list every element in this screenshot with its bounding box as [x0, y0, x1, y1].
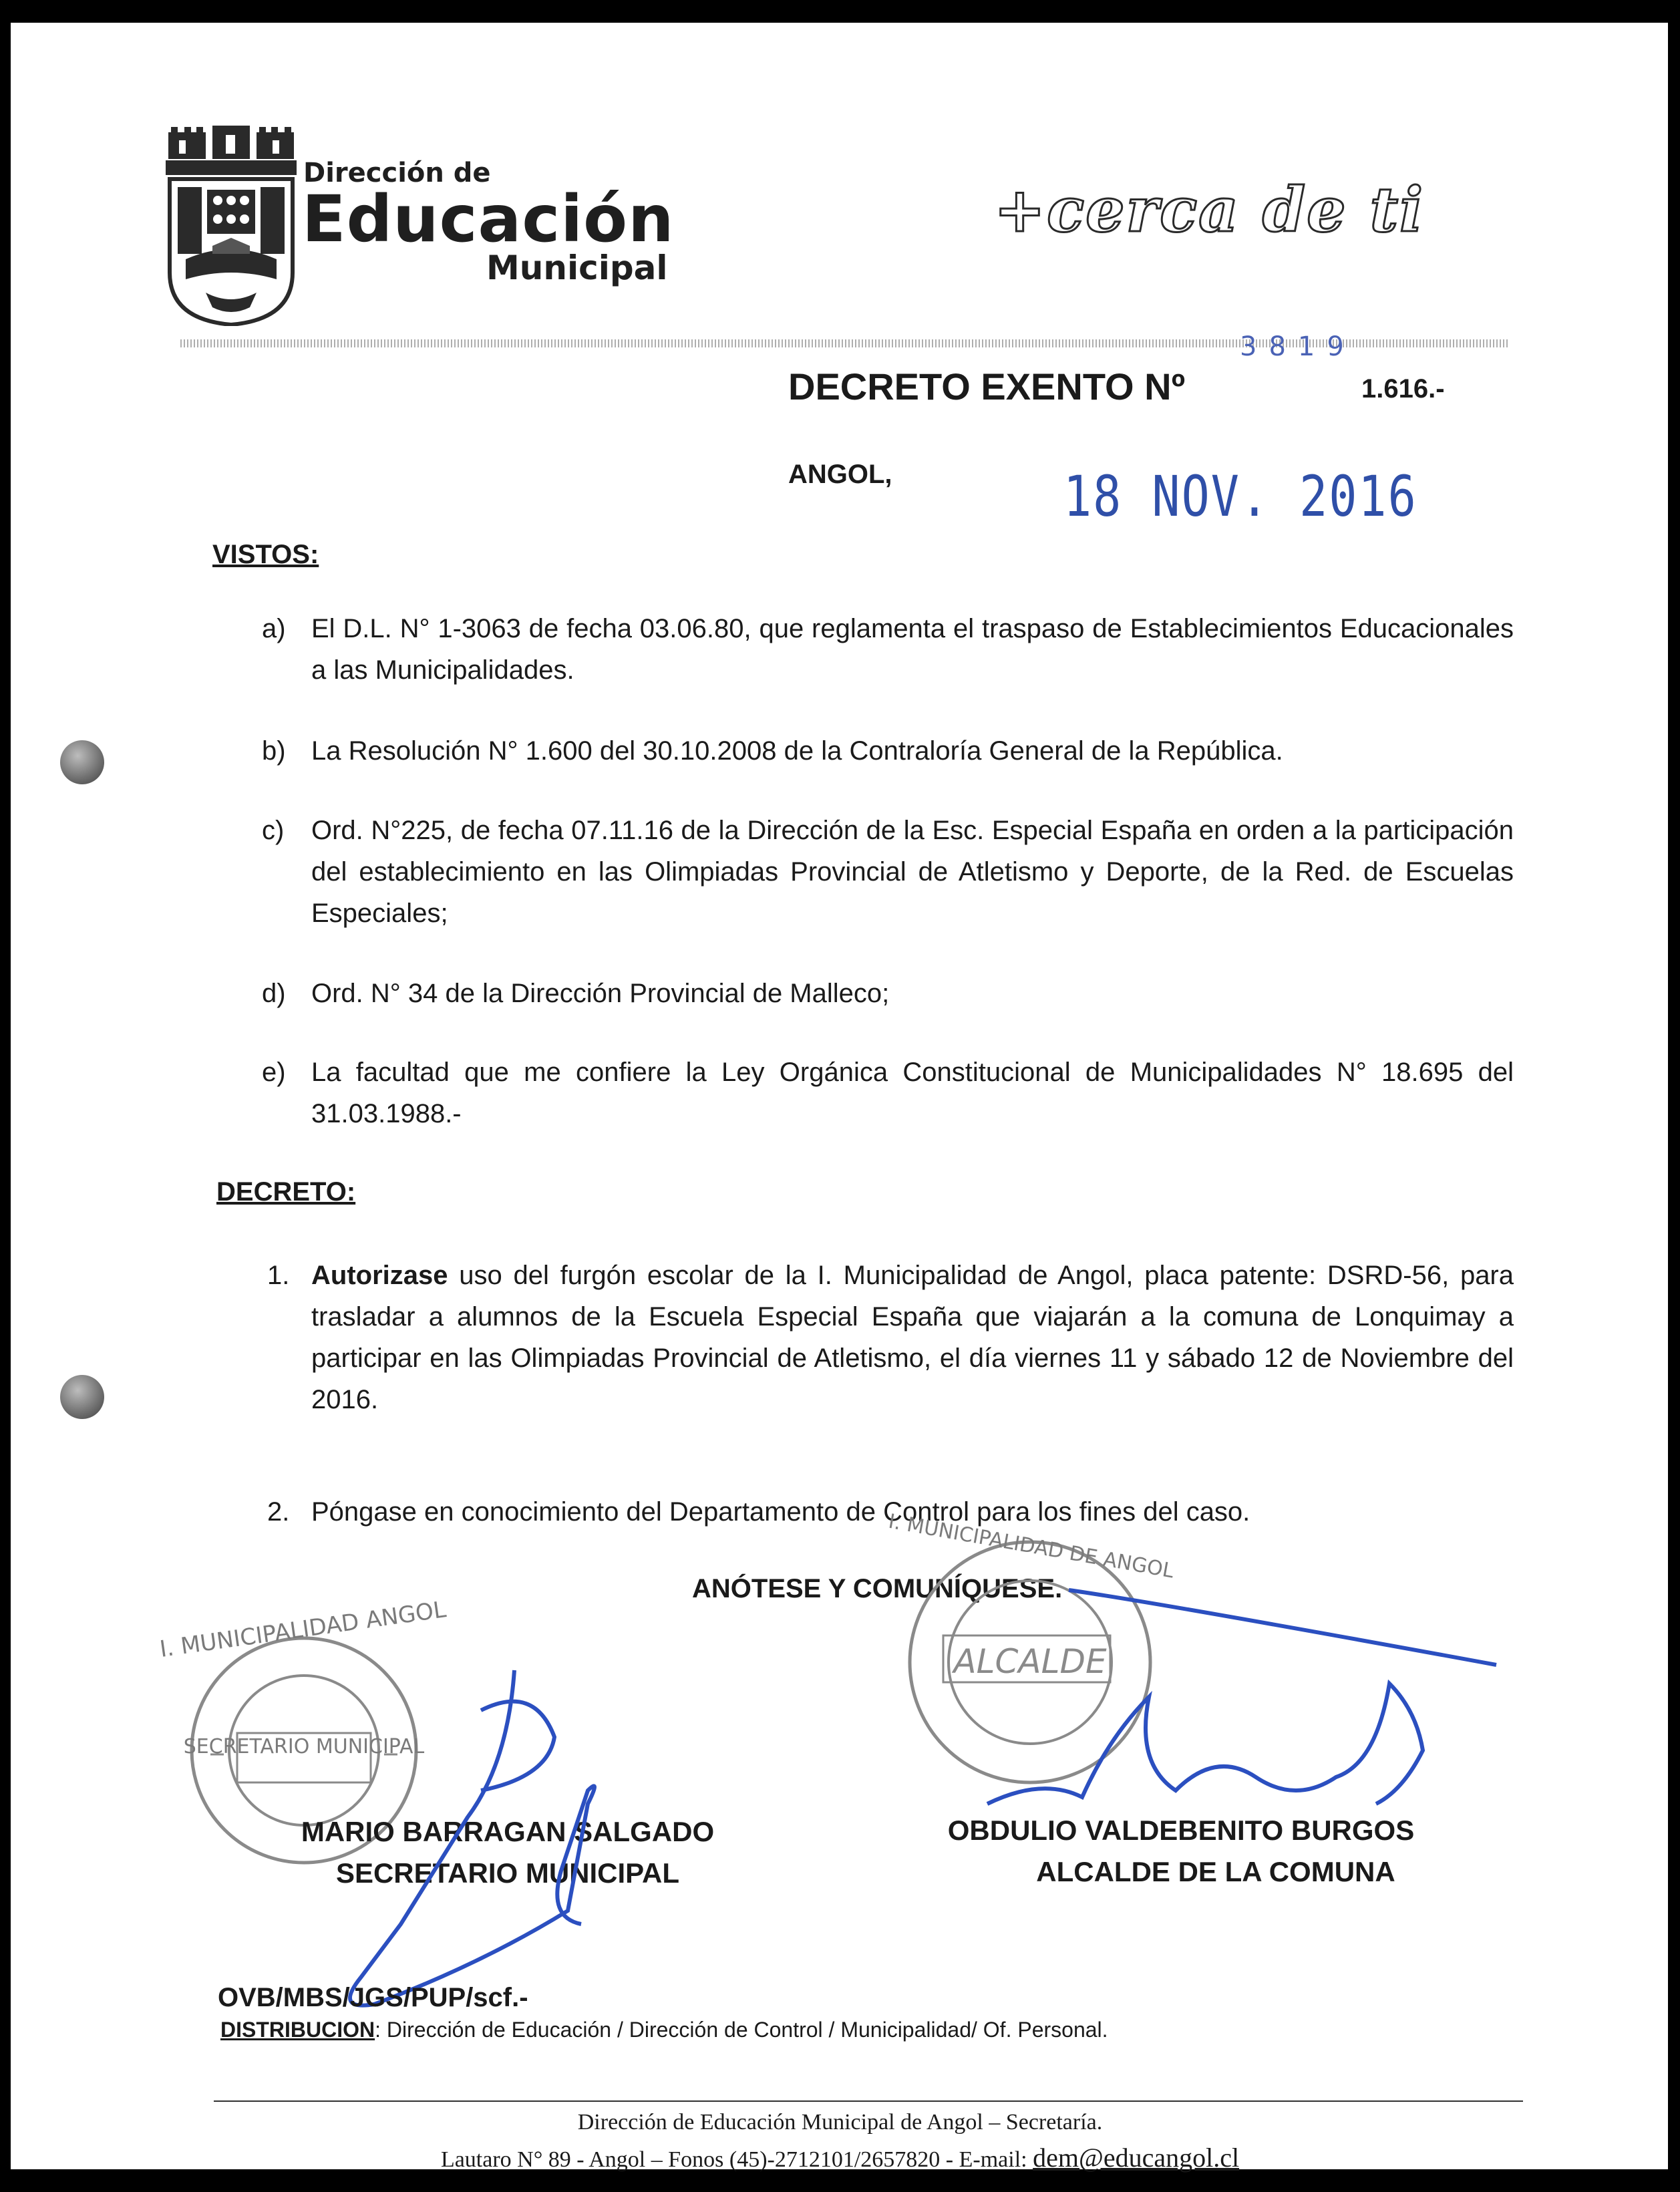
vistos-item-c — [262, 810, 1514, 934]
decreto-item-1 — [267, 1255, 1514, 1420]
hole-punch — [60, 740, 104, 784]
item-marker: 1. — [267, 1261, 290, 1290]
item-marker: d) — [262, 979, 286, 1008]
item-body: uso del furgón escolar de la I. Municipalidad de Angol, placa patente: DSRD-56, para trasladar a alumnos de la Escuela Especial España que viajarán a la comuna de Lonquimay a participar en las Olimpiadas Provincial de Atletismo, el día viernes 11 y sábado 12 de Noviembre del 2016. — [311, 1261, 1514, 1414]
mayor-stamp-center: ALCALDE — [953, 1642, 1107, 1681]
item-text: La facultad que me confiere la Ley Orgánica Constitucional de Municipalidades N° 18.695 del 31.03.1988.- — [311, 1058, 1514, 1128]
mayor-title: ALCALDE DE LA COMUNA — [1036, 1856, 1395, 1887]
logo-line-direccion: Dirección de — [303, 158, 491, 188]
stamp-number: 3819 — [1240, 331, 1356, 362]
vistos-heading: VISTOS: — [212, 540, 319, 569]
secretary-stamp-center: SECRETARIO MUNICIPAL — [183, 1735, 425, 1758]
vistos-item-d — [262, 973, 1514, 1014]
distribution-line — [220, 2018, 1108, 2042]
item-text: Póngase en conocimiento del Departamento de Control para los fines del caso. — [311, 1497, 1250, 1527]
footer-address: Lautaro N° 89 - Angol – Fonos (45)-2712101/2657820 - E-mail: — [440, 2147, 1033, 2172]
distribution-text: : Dirección de Educación / Dirección de Control / Municipalidad/ Of. Personal. — [375, 2018, 1108, 2042]
distribution-label: DISTRIBUCION — [220, 2018, 375, 2042]
item-marker: b) — [262, 736, 286, 766]
decree-place: ANGOL, — [788, 460, 892, 489]
footer-line-2 — [0, 2142, 1680, 2173]
vistos-item-a — [262, 608, 1514, 691]
logo-line-municipal: Municipal — [486, 249, 668, 287]
slogan: +cerca de ti — [994, 174, 1425, 246]
item-marker: c) — [262, 816, 285, 845]
item-lead: Autorizase — [311, 1261, 448, 1290]
mayor-name: OBDULIO VALDEBENITO BURGOS — [947, 1815, 1415, 1846]
item-text: Ord. N°225, de fecha 07.11.16 de la Dirección de la Esc. Especial España en orden a la participación del establecimiento en las Olimpiadas Provincial de Atletismo y Deporte, de la Red. de Escuelas Especiales; — [311, 816, 1514, 928]
item-marker: 2. — [267, 1497, 290, 1527]
item-marker: a) — [262, 614, 286, 643]
vistos-item-e — [262, 1052, 1514, 1134]
item-text: La Resolución N° 1.600 del 30.10.2008 de la Contraloría General de la República. — [311, 736, 1283, 766]
item-text — [311, 1255, 1514, 1420]
item-marker: e) — [262, 1058, 286, 1087]
decree-title: DECRETO EXENTO Nº — [788, 365, 1186, 408]
item-text: El D.L. N° 1-3063 de fecha 03.06.80, que reglamenta el traspaso de Establecimientos Educacionales a las Municipalidades. — [311, 614, 1514, 685]
vistos-item-b — [262, 730, 1514, 772]
footer-divider — [214, 2100, 1523, 2102]
secretary-name: MARIO BARRAGAN SALGADO — [301, 1816, 715, 1847]
secretary-title: SECRETARIO MUNICIPAL — [335, 1857, 680, 1889]
secretary-stamp-ring: I. MUNICIPALIDAD ANGOL — [158, 1596, 448, 1663]
hole-punch — [60, 1375, 104, 1419]
decreto-item-2 — [267, 1491, 1514, 1533]
decree-number: 1.616.- — [1361, 374, 1445, 404]
mayor-stamp-ring: I. MUNICIPALIDAD DE ANGOL — [886, 1509, 1176, 1583]
municipal-coat-of-arms-icon — [166, 126, 297, 326]
closing-phrase: ANÓTESE Y COMUNÍQUESE. — [692, 1574, 1063, 1603]
date-stamp: 18 NOV. 2016 — [1063, 464, 1417, 530]
footer-email: dem@educangol.cl — [1033, 2143, 1240, 2173]
initials: OVB/MBS/JGS/PUP/scf.- — [218, 1983, 528, 2012]
logo-line-educacion: Educación — [302, 182, 675, 257]
footer-line-1: Dirección de Educación Municipal de Angol – Secretaría. — [577, 2110, 1103, 2135]
decreto-heading: DECRETO: — [216, 1177, 356, 1207]
item-text: Ord. N° 34 de la Dirección Provincial de Malleco; — [311, 979, 890, 1008]
